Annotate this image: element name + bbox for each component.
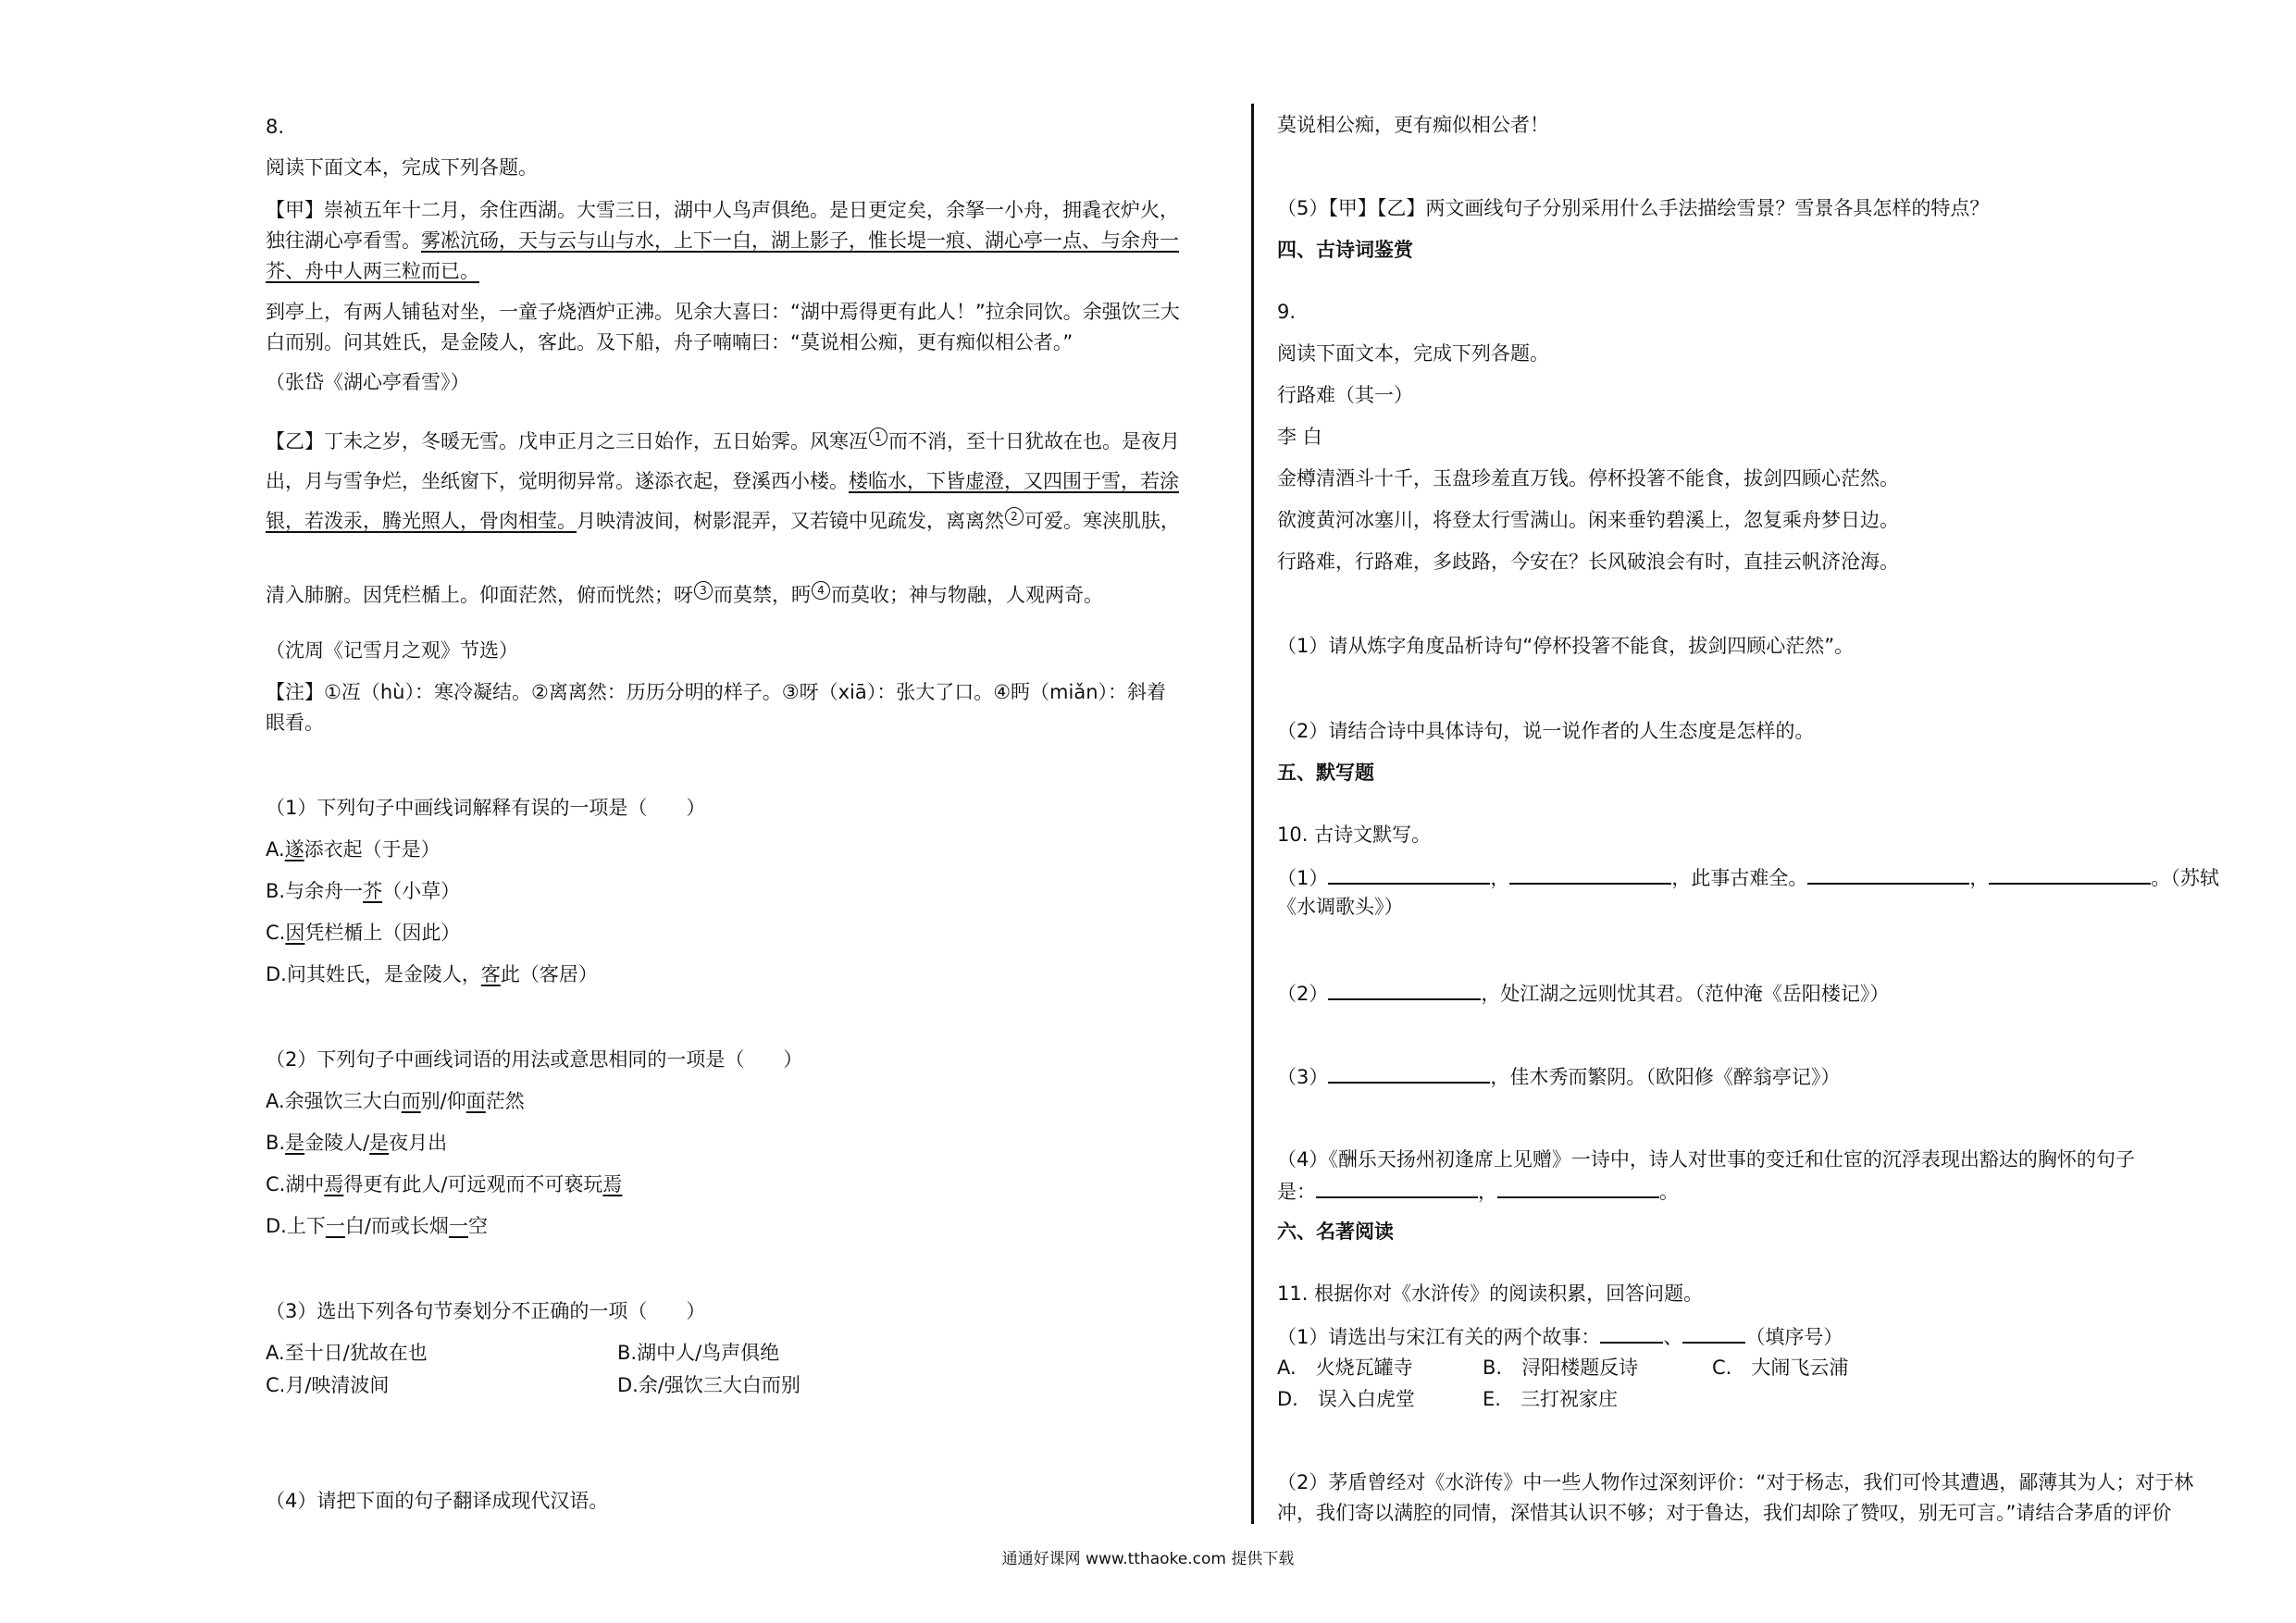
footnote-marker: 2 — [1005, 507, 1024, 526]
option-d[interactable]: D.余/强饮三大白而别 — [617, 1374, 800, 1396]
answer-blank[interactable] — [1807, 862, 1969, 885]
option-c[interactable]: C.月/映清波间 — [266, 1374, 390, 1396]
passage-jia-line: 独往湖心亭看雪。雾凇沆砀，天与云与山与水，上下一白，湖上影子，惟长堤一痕、湖心亭一点、与余舟一 — [266, 229, 1179, 252]
question-11: 11. 根据你对《水浒传》的阅读积累，回答问题。 — [1277, 1282, 1704, 1305]
fill-in-line: 是： ， 。 — [1277, 1176, 1679, 1206]
question-11-1: （1）请选出与宋江有关的两个故事： 、 （填序号） — [1277, 1321, 1843, 1351]
poem-line: 金樽清酒斗十千，玉盘珍羞直万钱。停杯投箸不能食，拔剑四顾心茫然。 — [1277, 467, 1899, 489]
option-c[interactable]: C.因凭栏楯上（因此） — [266, 922, 461, 944]
answer-blank[interactable] — [1328, 978, 1481, 1000]
option-b[interactable]: B.与余舟一芥（小草） — [266, 880, 461, 902]
answer-blank[interactable] — [1328, 1061, 1490, 1084]
answer-blank[interactable] — [1989, 862, 2151, 885]
option-c[interactable]: C. 大闹飞云浦 — [1712, 1357, 1849, 1379]
option-b[interactable]: B.是金陵人/是夜月出 — [266, 1132, 448, 1154]
footnote-marker: 3 — [694, 581, 713, 600]
option-b[interactable]: B.湖中人/鸟声俱绝 — [617, 1342, 780, 1364]
passage-jia-source: （张岱《湖心亭看雪》） — [266, 371, 470, 393]
option-d[interactable]: D.上下一白/而或长烟一空 — [266, 1215, 488, 1237]
question-10: 10. 古诗文默写。 — [1277, 824, 1432, 846]
question-2: （2）下列句子中画线词语的用法或意思相同的一项是（ ） — [266, 1048, 803, 1071]
annotation-line: 【注】①冱（hù）：寒冷凝结。②离离然：历历分明的样子。③呀（xiā）：张大了口。④眄（miǎn）：斜着 — [266, 681, 1167, 703]
passage-yi-line: 清入肺腑。因凭栏楯上。仰面茫然，俯而恍然；呀 3 而莫禁，眄 4 而莫收；神与物融，人观两奇。 — [266, 581, 1103, 609]
underlined-sentence: 银，若泼汞，腾光照人，骨肉相莹。 — [266, 510, 577, 532]
footnote-marker: 1 — [869, 427, 887, 446]
passage-continuation: 莫说相公痴，更有痴似相公者！ — [1277, 114, 1549, 136]
passage-yi-source: （沈周《记雪月之观》节选） — [266, 639, 518, 662]
question-1: （1）下列句子中画线词解释有误的一项是（ ） — [266, 797, 706, 819]
question-8-intro: 阅读下面文本，完成下列各题。 — [266, 156, 538, 179]
answer-blank[interactable] — [1600, 1321, 1663, 1344]
fill-in-source: 《水调歌头》） — [1277, 896, 1404, 918]
passage-jia-line — [266, 257, 479, 285]
section-heading: 四、古诗词鉴赏 — [1277, 239, 1413, 261]
poem-title: 行路难（其一） — [1277, 384, 1413, 406]
option-a[interactable]: A.余强饮三大白而别/仰面茫然 — [266, 1090, 525, 1112]
passage-jia-line: 【甲】崇祯五年十二月，余住西湖。大雪三日，湖中人鸟声俱绝。是日更定矣，余拏一小舟，拥毳衣炉火， — [266, 199, 1179, 221]
fill-in-line: （3） ，佳木秀而繁阴。（欧阳修《醉翁亭记》） — [1277, 1061, 1840, 1091]
passage-jia-line: 到亭上，有两人铺毡对坐，一童子烧酒炉正沸。见余大喜曰：“湖中焉得更有此人！”拉余同饮。余强饮三大 — [266, 301, 1180, 323]
annotation-line: 眼看。 — [266, 712, 324, 734]
footnote-marker: 4 — [812, 581, 830, 600]
option-d[interactable]: D. 误入白虎堂 — [1277, 1388, 1415, 1410]
option-a[interactable]: A.遂添衣起（于是） — [266, 838, 441, 861]
question-9-1: （1）请从炼字角度品析诗句“停杯投箸不能食，拔剑四顾心茫然”。 — [1277, 635, 1855, 657]
option-b[interactable]: B. 浔阳楼题反诗 — [1483, 1357, 1639, 1379]
answer-blank[interactable] — [1497, 1176, 1659, 1198]
question-4: （4）请把下面的句子翻译成现代汉语。 — [266, 1490, 609, 1512]
question-11-2: 冲，我们寄以满腔的同情，深惜其认识不够；对于鲁达，我们却除了赞叹，别无可言。”请结合茅盾的评价 — [1277, 1502, 2172, 1524]
underlined-sentence: 芥、舟中人两三粒而已。 — [266, 260, 479, 282]
poem-line: 欲渡黄河冰塞川，将登太行雪满山。闲来垂钓碧溪上，忽复乘舟梦日边。 — [1277, 509, 1899, 531]
section-heading: 六、名著阅读 — [1277, 1220, 1394, 1243]
question-9-2: （2）请结合诗中具体诗句，说一说作者的人生态度是怎样的。 — [1277, 720, 1815, 742]
fill-in-line: （4）《酬乐天扬州初逢席上见赠》一诗中，诗人对世事的变迁和仕宦的沉浮表现出豁达的胸怀的句子 — [1277, 1148, 2135, 1171]
answer-blank[interactable] — [1509, 862, 1671, 885]
section-heading: 五、默写题 — [1277, 762, 1374, 784]
question-8-number: 8. — [266, 116, 285, 138]
fill-in-line: （1） ， ，此事古难全。 ， 。（苏轼 — [1277, 862, 2219, 892]
poem-author: 李 白 — [1277, 426, 1322, 448]
page-footer: 通通好课网 www.tthaoke.com 提供下载 — [1001, 1550, 1295, 1568]
option-a[interactable]: A. 火烧瓦罐寺 — [1277, 1357, 1413, 1379]
question-3: （3）选出下列各句节奏划分不正确的一项（ ） — [266, 1300, 706, 1322]
option-a[interactable]: A.至十日/犹故在也 — [266, 1342, 428, 1364]
poem-line: 行路难，行路难，多歧路，今安在？长风破浪会有时，直挂云帆济沧海。 — [1277, 551, 1899, 573]
passage-yi-line: 银，若泼汞，腾光照人，骨肉相莹。月映清波间，树影混弄，又若镜中见疏发，离离然 2 可爱。寒浃肌肤， — [266, 507, 1180, 535]
passage-yi-line: 【乙】丁未之岁，冬暖无雪。戊申正月之三日始作，五日始霁。风寒冱 1 而不消，至十日犹故在也。是夜月 — [266, 427, 1180, 455]
answer-blank[interactable] — [1328, 862, 1490, 885]
answer-blank[interactable] — [1316, 1176, 1478, 1198]
underlined-sentence: 雾凇沆砀，天与云与山与水，上下一白，湖上影子，惟长堤一痕、湖心亭一点、与余舟一 — [421, 229, 1179, 252]
option-c[interactable]: C.湖中焉得更有此人/可远观而不可亵玩焉 — [266, 1173, 623, 1196]
option-e[interactable]: E. 三打祝家庄 — [1483, 1388, 1618, 1410]
option-d[interactable]: D.问其姓氏，是金陵人，客此（客居） — [266, 963, 598, 985]
passage-yi-line: 出，月与雪争烂，坐纸窗下，觉明彻异常。遂添衣起，登溪西小楼。楼临水，下皆虚澄，又四围于雪，若涂 — [266, 470, 1179, 492]
question-5: （5）【甲】【乙】两文画线句子分别采用什么手法描绘雪景？雪景各具怎样的特点？ — [1277, 197, 1990, 219]
answer-blank[interactable] — [1682, 1321, 1745, 1344]
passage-jia-line: 白而别。问其姓氏，是金陵人，客此。及下船，舟子喃喃曰：“莫说相公痴，更有痴似相公者。” — [266, 331, 1074, 353]
question-11-2: （2）茅盾曾经对《水浒传》中一些人物作过深刻评价：“对于杨志，我们可怜其遭遇，鄙薄其为人；对于林 — [1277, 1471, 2194, 1493]
column-divider — [1251, 104, 1254, 1524]
question-9-intro: 阅读下面文本，完成下列各题。 — [1277, 342, 1549, 365]
question-9-number: 9. — [1277, 301, 1297, 323]
fill-in-line: （2） ，处江湖之远则忧其君。（范仲淹《岳阳楼记》） — [1277, 978, 1889, 1008]
underlined-sentence: 楼临水，下皆虚澄，又四围于雪，若涂 — [849, 470, 1179, 492]
